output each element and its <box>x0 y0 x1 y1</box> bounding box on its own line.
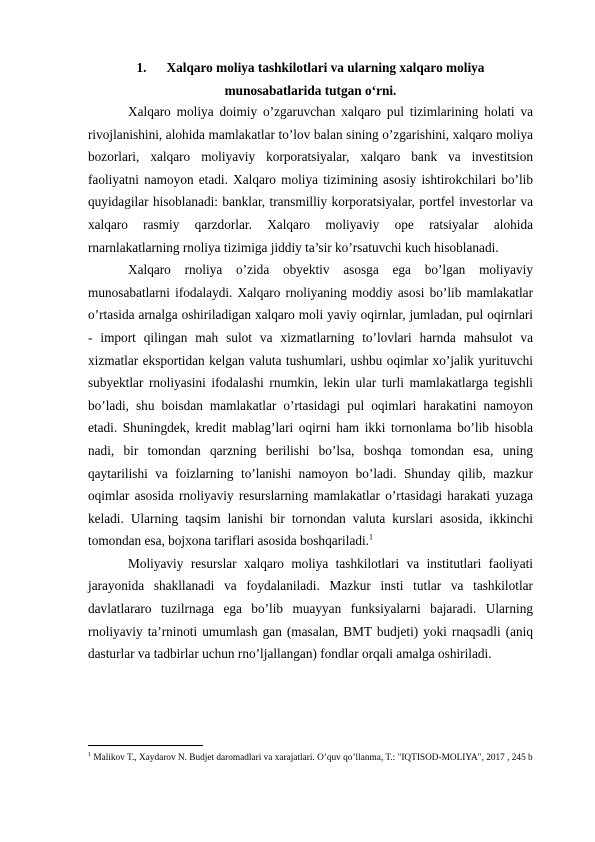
footnote <box>88 750 533 767</box>
heading-title-part-1: Xalqaro moliya tashkilotlari va ularning xalqaro moliya <box>166 60 485 75</box>
footnote-reference[interactable]: 1 <box>369 532 374 542</box>
heading-number: 1. <box>136 60 147 75</box>
heading-title-part-2: munosabatlarida tutgan o‘rni. <box>224 83 397 98</box>
paragraph-1: Xalqaro moliya doimiy o’zgaruvchan xalqaro pul tizimlarining holati va rivojlanishini, alohida mamlakatlar to’lov balan sining o’zgarishini, xalqaro moliya bozorlari, xalqaro moliyaviy korporatsiyalar, xalqaro bank va investitsion faoliyatni namoyon etadi. Xalqaro moliya tizimining asosiy ishtirokchilari bo’lib quyidagilar hisoblanadi: banklar, transmilliy korporatsiyalar, portfel investorlar va xalqaro rasmiy qarzdorlar. Xalqaro moliyaviy ope ratsiyalar alohida rnarnlakatlarning rnoliya tizimiga jiddiy ta’sir ko’rsatuvchi kuch hisoblanadi. <box>88 104 533 255</box>
footnote-text: Malikov T., Xaydarov N. Budjet daromadlari va xarajatlari. O’quv qo’llanma, T.: "IQTISOD-MOLIYA", 2017 , 245 b <box>93 753 533 763</box>
body-text <box>88 101 533 666</box>
section-heading <box>88 56 533 102</box>
paragraph-3: Moliyaviy resurslar xalqaro moliya tashkilotlari va institutlari faoliyati jarayonida shakllanadi va foydalaniladi. Mazkur insti tutlar va tashkilotlar davlatlararo tuzilrnaga ega bo’lib muayyan funksiyalarni bajaradi. Ularning rnoliyaviy ta’rninoti umumlash gan (masalan, BMT budjeti) yoki rnaqsadli (aniq dasturlar va tadbirlar uchun rno’ljallangan) fondlar orqali amalga oshiriladi. <box>88 555 533 662</box>
footnote-marker: 1 <box>88 751 91 758</box>
heading-line-1 <box>88 56 533 79</box>
paragraph-2 <box>88 259 533 553</box>
paragraph-2-text: Xalqaro rnoliya o’zida obyektiv asosga ega bo’lgan moliyaviy munosabatlarni ifodalaydi. Xalqaro rnoliyaning moddiy asosi bo’lib mamlakatlar o’rtasida arnalga oshiriladigan xalqaro moli yaviy oqirnlar, jumladan, pul oqirnlari - import qilingan mah sulot va xizmatlarning to’lovlari harnda mahsulot va xizmatlar eksportidan kelgan valuta tushumlari, ushbu oqimlar xo’jalik yurituvchi subyektlar rnoliyasini ifodalashi rnumkin, lekin ular turli mamlakatlarga tegishli bo’ladi, shu boisdan mamlakatlar o’rtasidagi pul oqimlari harakatini namoyon etadi. Shuningdek, kredit mablag’lari oqirni ham ikki tornonlama bo’lib hisobla nadi, bir tomondan qarzning berilishi bo’lsa, boshqa tomondan esa, uning qaytarilishi va foizlarning to’lanishi namoyon bo’ladi. Shunday qilib, mazkur oqimlar asosida rnoliyaviy resurslarning mamlakatlar o’rtasidagi harakati yuzaga keladi. Ularning taqsim lanishi bir tornondan valuta kurslari asosida, ikkinchi tomondan esa, bojxona tariflari asosida boshqariladi. <box>88 262 533 549</box>
footnote-divider <box>88 745 203 746</box>
